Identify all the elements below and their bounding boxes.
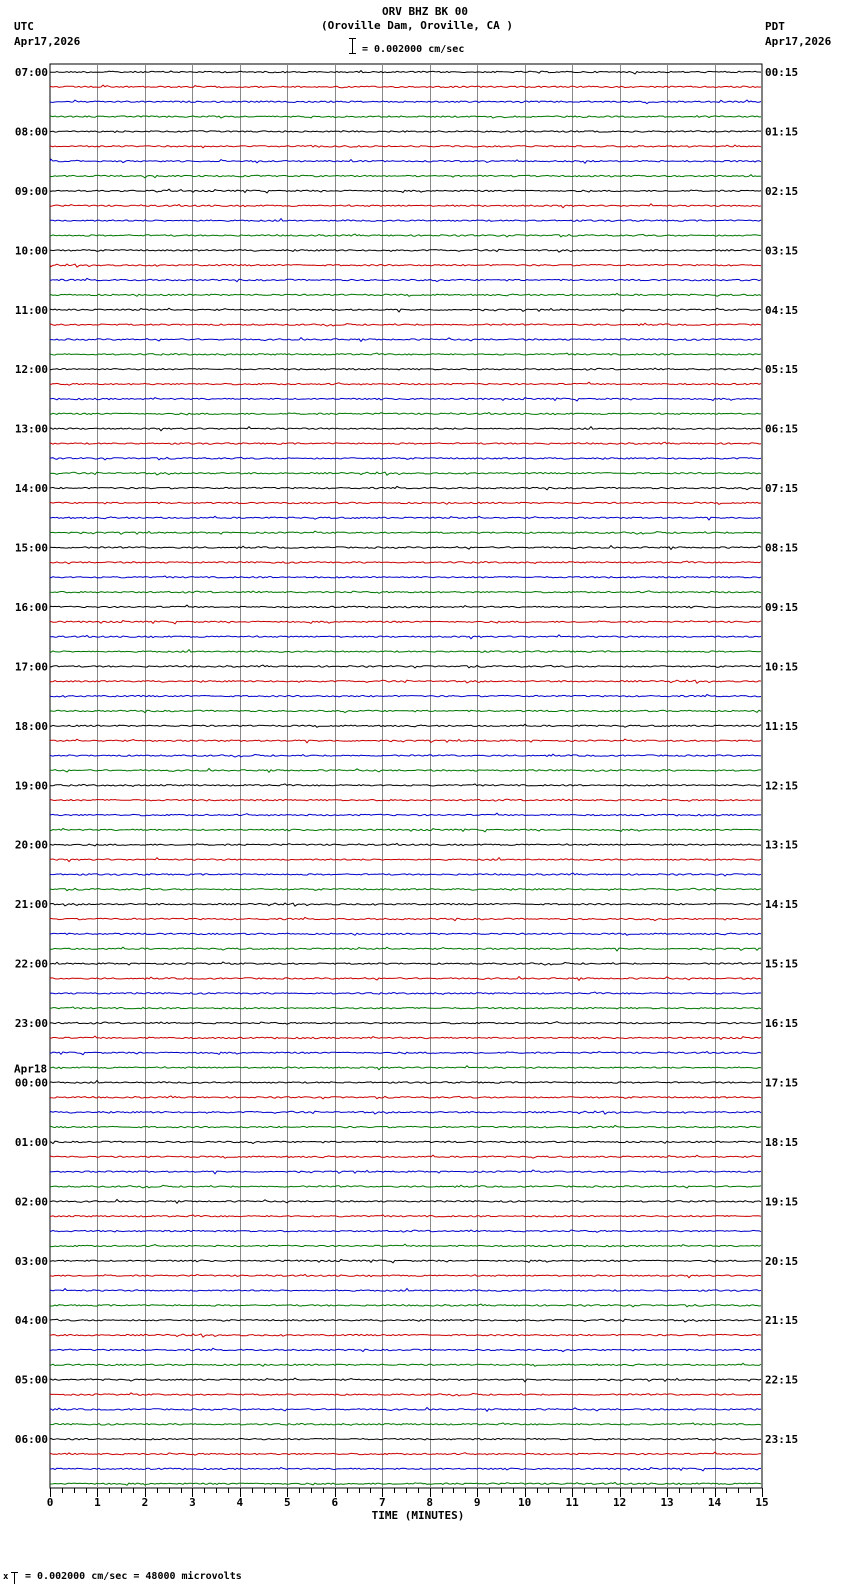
trace-37 xyxy=(50,621,761,624)
trace-36 xyxy=(50,605,761,608)
trace-4 xyxy=(50,131,761,133)
trace-1 xyxy=(50,85,761,88)
trace-64 xyxy=(50,1022,761,1024)
trace-83 xyxy=(50,1304,761,1307)
x-tick-label: 10 xyxy=(518,1496,532,1509)
pdt-hour-label: 13:15 xyxy=(765,838,799,852)
trace-75 xyxy=(50,1185,761,1188)
trace-9 xyxy=(50,204,761,208)
trace-67 xyxy=(50,1066,761,1070)
pdt-hour-label: 05:15 xyxy=(765,363,799,377)
trace-84 xyxy=(50,1319,761,1322)
trace-28 xyxy=(50,486,761,489)
trace-17 xyxy=(50,323,761,326)
trace-90 xyxy=(50,1408,761,1412)
trace-69 xyxy=(50,1096,761,1099)
pdt-hour-label: 09:15 xyxy=(765,600,799,614)
trace-61 xyxy=(50,977,761,981)
utc-hour-label: 00:00 xyxy=(14,1076,48,1090)
pdt-hour-label: 02:15 xyxy=(765,184,799,198)
x-tick-label: 7 xyxy=(378,1496,386,1509)
pdt-hour-label: 00:15 xyxy=(765,66,799,79)
x-tick-label: 1 xyxy=(94,1496,101,1509)
x-tick-label: 5 xyxy=(284,1496,291,1509)
utc-hour-label: 15:00 xyxy=(14,541,48,555)
trace-40 xyxy=(50,665,761,668)
trace-39 xyxy=(50,650,761,653)
x-tick-label: 2 xyxy=(141,1496,149,1509)
trace-20 xyxy=(50,368,761,370)
pdt-hour-label: 19:15 xyxy=(765,1195,799,1209)
utc-hour-label: 16:00 xyxy=(14,600,48,614)
trace-95 xyxy=(50,1482,761,1485)
pdt-hour-label: 18:15 xyxy=(765,1135,799,1149)
utc-hour-label: 22:00 xyxy=(14,957,48,971)
trace-47 xyxy=(50,769,761,773)
trace-54 xyxy=(50,873,761,876)
trace-6 xyxy=(50,159,761,163)
trace-7 xyxy=(50,175,761,178)
trace-45 xyxy=(50,739,761,743)
chart-subtitle: (Oroville Dam, Oroville, CA ) xyxy=(320,19,514,32)
utc-hour-label: 12:00 xyxy=(14,363,48,377)
x-tick-label: 6 xyxy=(331,1496,339,1509)
x-tick-label: 4 xyxy=(236,1496,244,1509)
utc-hour-label: 05:00 xyxy=(14,1373,48,1387)
utc-hour-label: 09:00 xyxy=(14,184,48,198)
trace-41 xyxy=(50,680,761,683)
pdt-hour-label: 14:15 xyxy=(765,898,799,912)
utc-hour-label: 11:00 xyxy=(14,303,48,317)
trace-23 xyxy=(50,413,761,415)
trace-5 xyxy=(50,145,761,148)
trace-15 xyxy=(50,293,761,296)
x-tick-label: 11 xyxy=(565,1496,579,1509)
trace-12 xyxy=(50,249,761,252)
pdt-hour-label: 22:15 xyxy=(765,1373,799,1387)
pdt-hour-label: 12:15 xyxy=(765,779,799,793)
utc-hour-label: 10:00 xyxy=(14,244,48,258)
utc-hour-label: 21:00 xyxy=(14,898,48,912)
trace-32 xyxy=(50,546,761,550)
trace-48 xyxy=(50,784,761,787)
trace-14 xyxy=(50,278,761,281)
trace-76 xyxy=(50,1200,761,1204)
utc-hour-label: 01:00 xyxy=(14,1135,48,1149)
utc-hour-label: 23:00 xyxy=(14,1017,48,1031)
trace-21 xyxy=(50,382,761,385)
trace-92 xyxy=(50,1438,761,1440)
trace-65 xyxy=(50,1036,761,1039)
trace-58 xyxy=(50,933,761,935)
utc-hour-label: 07:00 xyxy=(14,66,48,79)
trace-85 xyxy=(50,1334,761,1337)
trace-0 xyxy=(50,71,761,74)
trace-16 xyxy=(50,308,761,312)
trace-52 xyxy=(50,843,761,846)
footer-prefix: x xyxy=(3,1572,9,1582)
trace-19 xyxy=(50,353,761,355)
trace-46 xyxy=(50,754,761,757)
trace-91 xyxy=(50,1423,761,1425)
trace-62 xyxy=(50,992,761,994)
trace-89 xyxy=(50,1393,761,1396)
trace-80 xyxy=(50,1260,761,1263)
trace-81 xyxy=(50,1274,761,1277)
trace-24 xyxy=(50,427,761,431)
x-tick-label: 15 xyxy=(755,1496,769,1509)
trace-25 xyxy=(50,442,761,444)
trace-78 xyxy=(50,1230,761,1232)
pdt-hour-label: 04:15 xyxy=(765,303,799,317)
pdt-hour-label: 01:15 xyxy=(765,125,799,139)
utc-hour-label: 18:00 xyxy=(14,719,48,733)
trace-30 xyxy=(50,516,761,520)
right-timezone: PDT xyxy=(765,20,785,33)
pdt-hour-label: 06:15 xyxy=(765,422,799,436)
utc-hour-label: 20:00 xyxy=(14,838,48,852)
trace-49 xyxy=(50,799,761,801)
trace-88 xyxy=(50,1378,761,1382)
footer-scale-label: = 0.002000 cm/sec = 48000 microvolts xyxy=(25,1571,242,1582)
chart-title: ORV BHZ BK 00 xyxy=(381,5,469,18)
trace-66 xyxy=(50,1052,761,1055)
trace-94 xyxy=(50,1468,761,1471)
trace-3 xyxy=(50,116,761,119)
trace-44 xyxy=(50,724,761,727)
x-tick-label: 12 xyxy=(612,1496,627,1509)
trace-86 xyxy=(50,1348,761,1351)
utc-hour-label: 19:00 xyxy=(14,779,48,793)
scale-label: = 0.002000 cm/sec xyxy=(362,44,465,55)
pdt-hour-label: 11:15 xyxy=(765,719,799,733)
utc-hour-label: 17:00 xyxy=(14,660,48,674)
trace-70 xyxy=(50,1111,761,1114)
x-tick-label: 8 xyxy=(426,1496,434,1509)
trace-2 xyxy=(50,100,761,104)
utc-hour-label: 14:00 xyxy=(14,482,48,496)
x-tick-label: 9 xyxy=(473,1496,481,1509)
pdt-hour-label: 17:15 xyxy=(765,1076,799,1090)
pdt-hour-label: 15:15 xyxy=(765,957,799,971)
utc-hour-label: 02:00 xyxy=(14,1195,48,1209)
left-timezone: UTC xyxy=(14,20,34,33)
trace-8 xyxy=(50,189,761,193)
trace-38 xyxy=(50,635,761,639)
traces xyxy=(50,71,761,1486)
trace-51 xyxy=(50,829,761,832)
pdt-hour-label: 20:15 xyxy=(765,1254,799,1268)
trace-26 xyxy=(50,457,761,460)
trace-31 xyxy=(50,531,761,534)
x-tick-label: 3 xyxy=(189,1496,196,1509)
right-date: Apr17,2026 xyxy=(765,35,832,48)
pdt-hour-label: 03:15 xyxy=(765,244,799,258)
trace-11 xyxy=(50,234,761,237)
trace-93 xyxy=(50,1452,761,1455)
trace-13 xyxy=(50,264,761,267)
utc-hour-label: 03:00 xyxy=(14,1254,48,1268)
trace-57 xyxy=(50,917,761,920)
trace-42 xyxy=(50,695,761,698)
trace-73 xyxy=(50,1155,761,1158)
pdt-hour-label: 10:15 xyxy=(765,660,799,674)
trace-35 xyxy=(50,591,761,594)
trace-22 xyxy=(50,398,761,401)
utc-hour-label: 04:00 xyxy=(14,1314,48,1328)
utc-hour-label: 13:00 xyxy=(14,422,48,436)
trace-59 xyxy=(50,947,761,951)
utc-hour-label: 08:00 xyxy=(14,125,48,139)
pdt-hour-label: 07:15 xyxy=(765,482,799,496)
plot-frame xyxy=(50,64,762,1488)
trace-34 xyxy=(50,576,761,578)
trace-56 xyxy=(50,903,761,906)
trace-87 xyxy=(50,1363,761,1366)
trace-33 xyxy=(50,561,761,564)
trace-82 xyxy=(50,1289,761,1292)
left-date: Apr17,2026 xyxy=(14,35,81,48)
trace-72 xyxy=(50,1141,761,1143)
pdt-hour-label: 21:15 xyxy=(765,1314,799,1328)
trace-55 xyxy=(50,888,761,890)
x-axis xyxy=(47,1488,769,1522)
trace-77 xyxy=(50,1215,761,1217)
utc-date-change-label: Apr18 xyxy=(14,1062,48,1076)
trace-60 xyxy=(50,962,761,965)
trace-29 xyxy=(50,502,761,504)
pdt-hour-label: 16:15 xyxy=(765,1017,799,1031)
trace-71 xyxy=(50,1125,761,1127)
trace-43 xyxy=(50,710,761,712)
trace-68 xyxy=(50,1081,761,1084)
trace-50 xyxy=(50,813,761,816)
trace-74 xyxy=(50,1170,761,1174)
trace-53 xyxy=(50,858,761,862)
trace-63 xyxy=(50,1007,761,1009)
x-tick-label: 13 xyxy=(660,1496,674,1509)
utc-hour-label: 06:00 xyxy=(14,1433,48,1447)
pdt-hour-label: 23:15 xyxy=(765,1433,799,1447)
pdt-hour-label: 08:15 xyxy=(765,541,799,555)
trace-18 xyxy=(50,338,761,342)
x-tick-label: 0 xyxy=(46,1496,54,1509)
trace-27 xyxy=(50,472,761,475)
x-tick-label: 14 xyxy=(707,1496,722,1509)
x-axis-label: TIME (MINUTES) xyxy=(371,1509,465,1522)
trace-10 xyxy=(50,219,761,222)
grid xyxy=(50,64,762,1488)
trace-79 xyxy=(50,1244,761,1247)
